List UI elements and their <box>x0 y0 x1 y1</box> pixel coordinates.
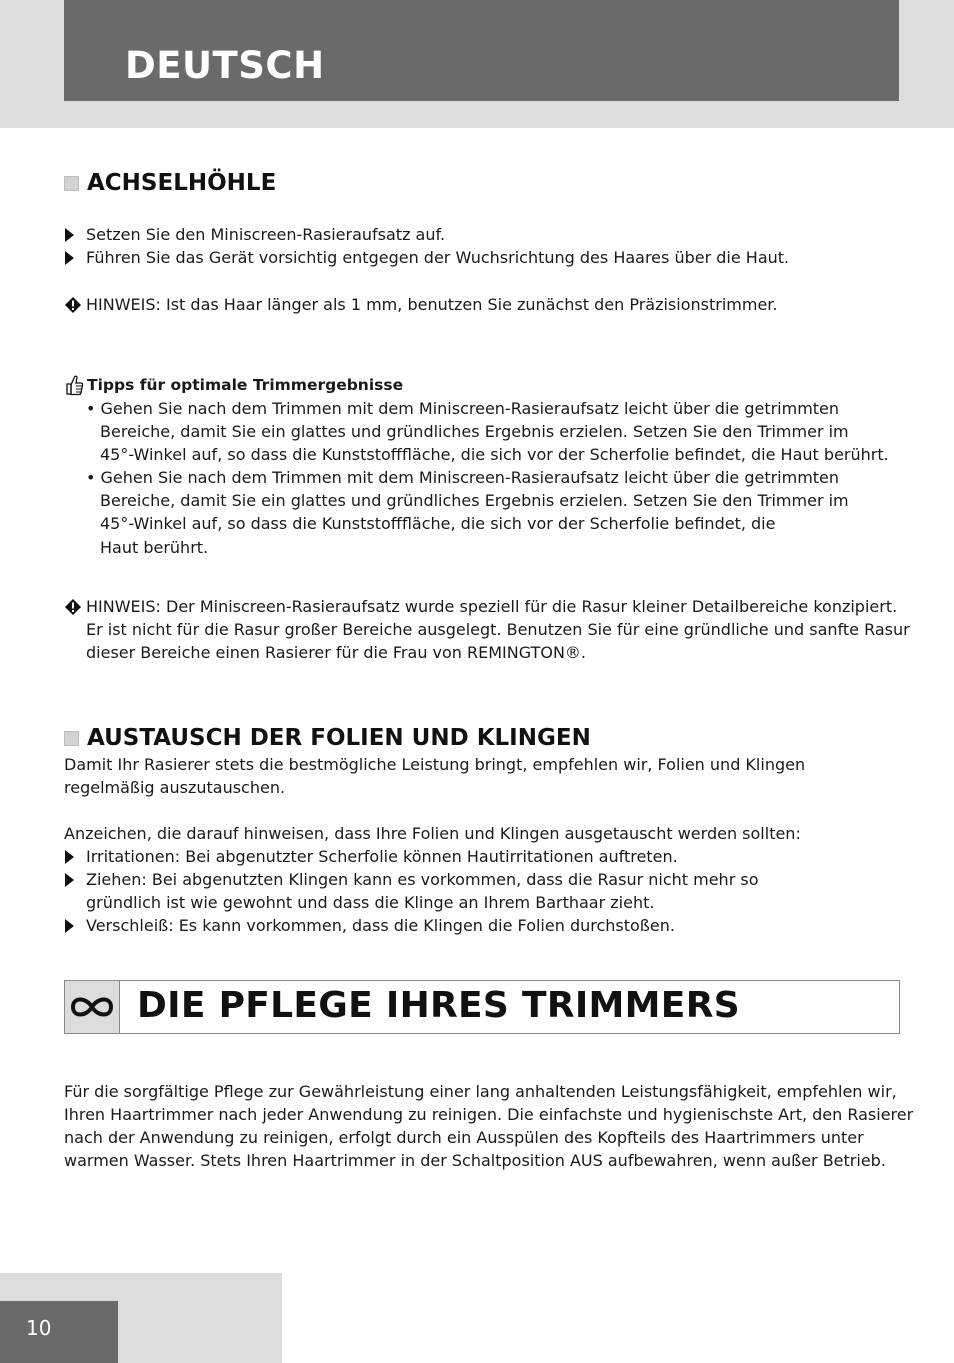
pflege-line-1: Für die sorgfältige Pflege zur Gewährleistung einer lang anhaltenden Leistungsfähigkeit, empfehlen wir, <box>64 1082 897 1101</box>
austausch-intro-line-1: Damit Ihr Rasierer stets die bestmögliche Leistung bringt, empfehlen wir, Folien und Klingen <box>64 755 806 774</box>
page-number: 10 <box>26 1316 52 1340</box>
language-title: DEUTSCH <box>125 44 325 87</box>
heading-square-icon <box>64 731 79 746</box>
warning-diamond-icon <box>64 296 82 314</box>
pflege-line-2: Ihren Haartrimmer nach jeder Anwendung zu reinigen. Die einfachste und hygienischste Art, den Rasierer <box>64 1105 914 1124</box>
step-2: Führen Sie das Gerät vorsichtig entgegen der Wuchsrichtung des Haares über die Haut. <box>86 248 790 267</box>
triangle-bullet-icon <box>65 228 74 242</box>
warning-diamond-icon <box>64 598 82 616</box>
section-banner-pflege <box>64 980 900 1034</box>
section-heading-achselhoehle <box>64 170 276 196</box>
pflege-line-4: warmen Wasser. Stets Ihren Haartrimmer in der Schaltposition AUS aufbewahren, wenn außer Betrieb. <box>64 1151 886 1170</box>
heading-text: ACHSELHÖHLE <box>87 170 277 196</box>
banner-title: DIE PFLEGE IHRES TRIMMERS <box>137 985 740 1026</box>
thumbs-up-icon <box>64 374 84 396</box>
tip-1-line-1: • Gehen Sie nach dem Trimmen mit dem Miniscreen-Rasieraufsatz leicht über die getrimmten <box>86 399 840 418</box>
tips-heading: Tipps für optimale Trimmergebnisse <box>87 376 404 394</box>
note-miniscreen-line-3: dieser Bereiche einen Rasierer für die Frau von REMINGTON®. <box>86 643 586 662</box>
sign-3: Verschleiß: Es kann vorkommen, dass die Klingen die Folien durchstoßen. <box>86 916 675 935</box>
tip-1-line-3: 45°-Winkel auf, so dass die Kunststofffläche, die sich vor der Scherfolie befindet, die Haut berührt. <box>100 445 889 464</box>
pflege-line-3: nach der Anwendung zu reinigen, erfolgt durch ein Ausspülen des Kopfteils des Haartrimmers unter <box>64 1128 864 1147</box>
austausch-intro-line-2: regelmäßig auszutauschen. <box>64 778 286 797</box>
header-bar <box>64 0 899 101</box>
tip-1-line-2: Bereiche, damit Sie ein glattes und gründliches Ergebnis erzielen. Setzen Sie den Trimmer im <box>100 422 849 441</box>
note-hair-length: HINWEIS: Ist das Haar länger als 1 mm, benutzen Sie zunächst den Präzisionstrimmer. <box>86 295 778 314</box>
tip-2-line-2: Bereiche, damit Sie ein glattes und gründliches Ergebnis erzielen. Setzen Sie den Trimmer im <box>100 491 849 510</box>
section-heading-austausch <box>64 725 591 751</box>
banner-icon-box <box>65 981 120 1033</box>
heading-square-icon <box>64 176 79 191</box>
heading-text: AUSTAUSCH DER FOLIEN UND KLINGEN <box>87 725 591 751</box>
note-miniscreen-line-1: HINWEIS: Der Miniscreen-Rasieraufsatz wurde speziell für die Rasur kleiner Detailbereiche konzipiert. <box>86 597 898 616</box>
triangle-bullet-icon <box>65 251 74 265</box>
sign-2-line-2: gründlich ist wie gewohnt und dass die Klinge an Ihrem Barthaar zieht. <box>86 893 655 912</box>
infinity-icon <box>65 981 119 1033</box>
step-1: Setzen Sie den Miniscreen-Rasieraufsatz auf. <box>86 225 446 244</box>
signs-intro: Anzeichen, die darauf hinweisen, dass Ihre Folien und Klingen ausgetauscht werden sollten: <box>64 824 801 843</box>
page-number-box <box>0 1301 118 1363</box>
triangle-bullet-icon <box>65 919 74 933</box>
triangle-bullet-icon <box>65 873 74 887</box>
sign-2-line-1: Ziehen: Bei abgenutzten Klingen kann es vorkommen, dass die Rasur nicht mehr so <box>86 870 759 889</box>
note-miniscreen-line-2: Er ist nicht für die Rasur großer Bereiche ausgelegt. Benutzen Sie für eine gründliche und sanfte Rasur <box>86 620 910 639</box>
sign-1: Irritationen: Bei abgenutzter Scherfolie können Hautirritationen auftreten. <box>86 847 678 866</box>
triangle-bullet-icon <box>65 850 74 864</box>
tip-2-line-1: • Gehen Sie nach dem Trimmen mit dem Miniscreen-Rasieraufsatz leicht über die getrimmten <box>86 468 840 487</box>
tip-2-line-3: 45°-Winkel auf, so dass die Kunststofffläche, die sich vor der Scherfolie befindet, die <box>100 514 776 533</box>
tip-2-line-4: Haut berührt. <box>100 538 209 557</box>
